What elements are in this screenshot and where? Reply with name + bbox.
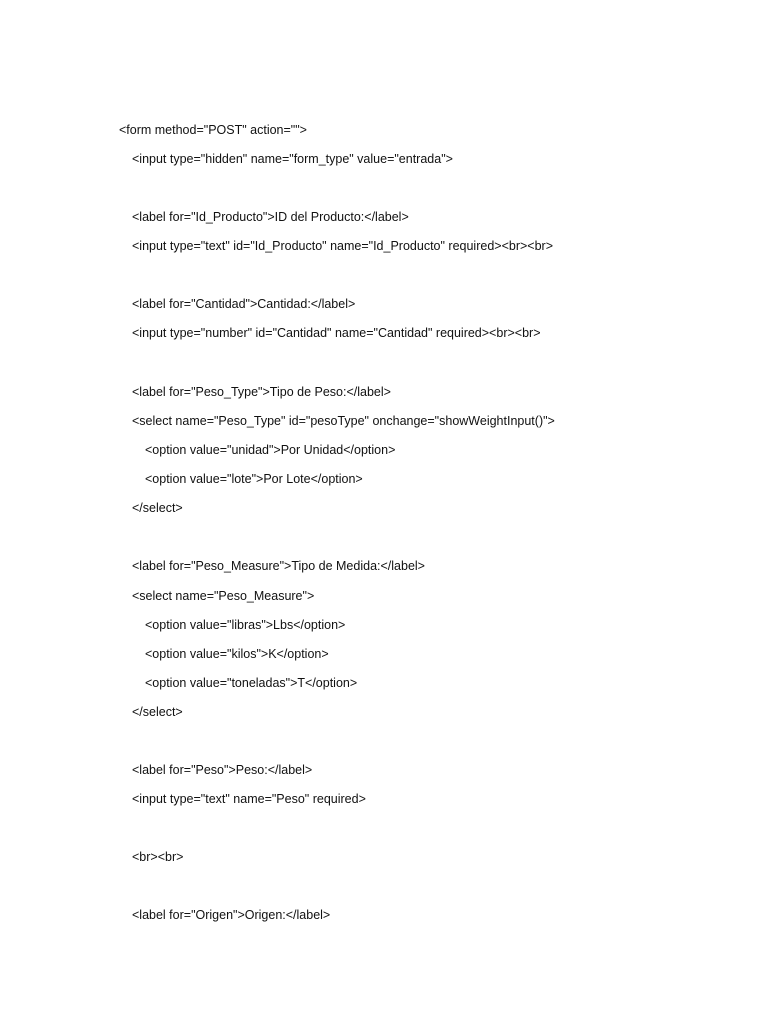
code-line-select-close-1: </select> bbox=[132, 501, 183, 515]
code-line-input-peso: <input type="text" name="Peso" required> bbox=[132, 792, 366, 806]
code-line-label-peso: <label for="Peso">Peso:</label> bbox=[132, 763, 313, 777]
code-line-option-lote: <option value="lote">Por Lote</option> bbox=[145, 472, 363, 486]
code-line-select-peso-measure: <select name="Peso_Measure"> bbox=[132, 589, 315, 603]
code-line-input-id-producto: <input type="text" id="Id_Producto" name="Id_Producto" required><br><br> bbox=[132, 239, 553, 253]
code-line-label-peso-measure: <label for="Peso_Measure">Tipo de Medida:</label> bbox=[132, 559, 425, 573]
code-line-option-toneladas: <option value="toneladas">T</option> bbox=[145, 676, 358, 690]
code-line-select-peso-type: <select name="Peso_Type" id="pesoType" onchange="showWeightInput()"> bbox=[132, 414, 555, 428]
code-line-hidden-input: <input type="hidden" name="form_type" value="entrada"> bbox=[132, 152, 453, 166]
code-line-select-close-2: </select> bbox=[132, 705, 183, 719]
code-line-option-kilos: <option value="kilos">K</option> bbox=[145, 647, 329, 661]
code-line-label-cantidad: <label for="Cantidad">Cantidad:</label> bbox=[132, 297, 356, 311]
code-line-label-id-producto: <label for="Id_Producto">ID del Producto:</label> bbox=[132, 210, 409, 224]
code-line-option-unidad: <option value="unidad">Por Unidad</option> bbox=[145, 443, 396, 457]
code-line-label-peso-type: <label for="Peso_Type">Tipo de Peso:</label> bbox=[132, 385, 391, 399]
code-line-form-open: <form method="POST" action=""> bbox=[119, 123, 307, 137]
code-line-label-origen: <label for="Origen">Origen:</label> bbox=[132, 908, 331, 922]
code-line-option-libras: <option value="libras">Lbs</option> bbox=[145, 618, 346, 632]
code-line-input-cantidad: <input type="number" id="Cantidad" name="Cantidad" required><br><br> bbox=[132, 326, 541, 340]
code-line-br-br: <br><br> bbox=[132, 850, 184, 864]
